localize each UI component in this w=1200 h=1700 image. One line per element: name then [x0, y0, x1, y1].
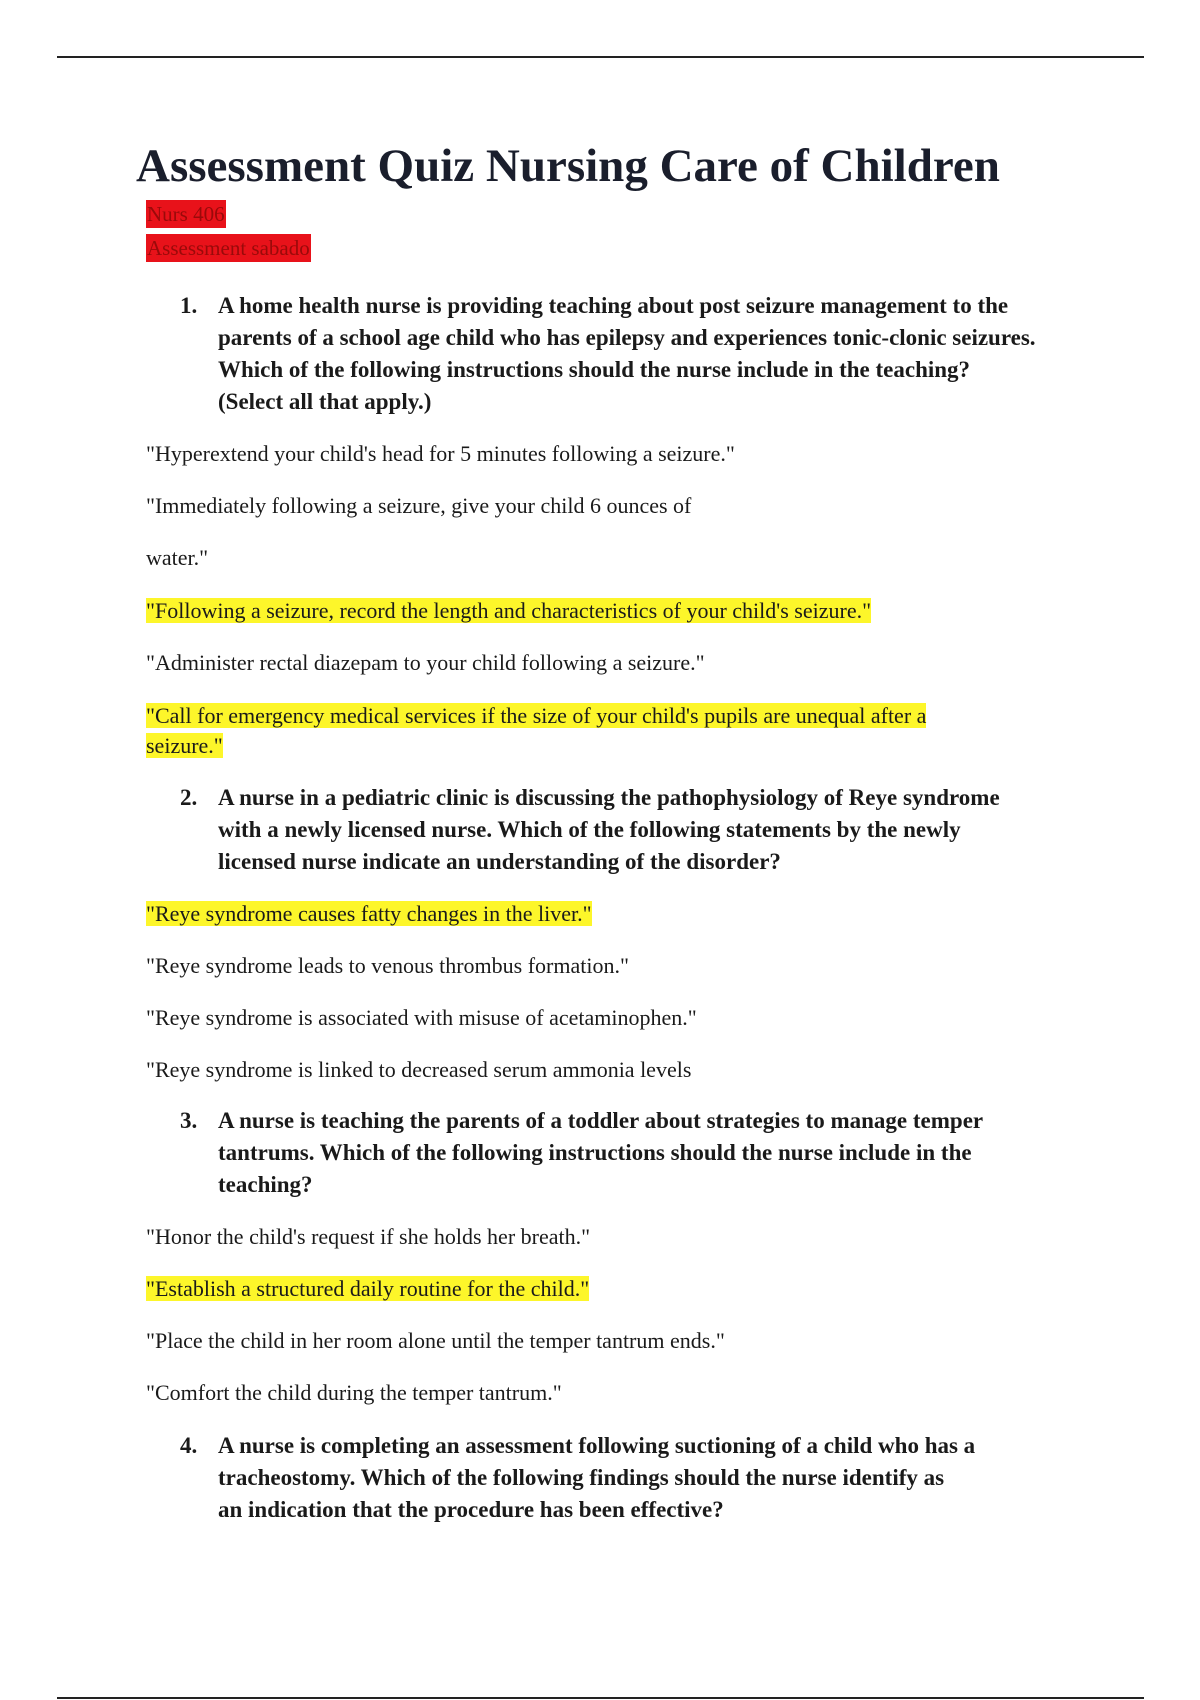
answer-option: "Reye syndrome leads to venous thrombus formation.": [146, 953, 629, 978]
question-4: [180, 1430, 1080, 1526]
answer-highlight: "Following a seizure, record the length and characteristics of your child's seizure.": [146, 598, 872, 623]
question-text: A nurse is teaching the parents of a toddler about strategies to manage temper tantrums. Which of the following instructions should the nurse include in the teaching?: [218, 1108, 984, 1197]
document-title: Assessment Quiz Nursing Care of Children: [136, 140, 1000, 192]
answer-option: "Honor the child's request if she holds her breath.": [146, 1224, 591, 1249]
question-1: [180, 290, 1080, 418]
question-text: A home health nurse is providing teaching about post seizure management to the parents of a school age child who has epilepsy and experiences tonic-clonic seizures. Which of the following instructions should the nurse include in the teaching? (Select all that apply.): [218, 293, 1036, 414]
assessment-tag: Assessment sabado: [147, 236, 310, 260]
top-rule: [57, 56, 1144, 58]
answer-option-correct: [146, 899, 592, 929]
answer-highlight: "Call for emergency medical services if the size of your child's pupils are unequal after a: [146, 703, 927, 728]
answer-option: "Hyperextend your child's head for 5 minutes following a seizure.": [146, 441, 735, 466]
answer-option: water.": [146, 545, 209, 570]
question-number: 2.: [180, 785, 198, 810]
question-number: 3.: [180, 1108, 198, 1133]
answer-highlight: "Establish a structured daily routine for the child.": [146, 1276, 590, 1301]
question-3: [180, 1105, 1080, 1201]
bottom-rule: [57, 1697, 1144, 1699]
answer-option-correct: [146, 1274, 589, 1304]
answer-option: "Reye syndrome is associated with misuse of acetaminophen.": [146, 1005, 697, 1030]
answer-highlight: "Reye syndrome causes fatty changes in the liver.": [146, 901, 592, 926]
answer-option: "Immediately following a seizure, give your child 6 ounces of: [146, 493, 692, 518]
answer-option: "Place the child in her room alone until the temper tantrum ends.": [146, 1328, 725, 1353]
answer-option: "Comfort the child during the temper tantrum.": [146, 1380, 562, 1405]
answer-option: "Administer rectal diazepam to your child following a seizure.": [146, 650, 705, 675]
answer-option-correct: [146, 731, 223, 761]
answer-option-correct: [146, 596, 871, 626]
answer-highlight: seizure.": [146, 733, 223, 758]
question-number: 1.: [180, 293, 198, 318]
course-tag: Nurs 406: [147, 202, 225, 226]
question-text: A nurse in a pediatric clinic is discussing the pathophysiology of Reye syndrome with a newly licensed nurse. Which of the following statements by the newly licensed nurse indicate an understanding of the disorder?: [218, 785, 1000, 874]
question-text: A nurse is completing an assessment following suctioning of a child who has a tracheostomy. Which of the following findings should the nurse identify as an indication that the procedure has been effective?: [218, 1433, 976, 1522]
question-2: [180, 782, 1080, 878]
answer-option-correct: [146, 701, 926, 731]
answer-option: "Reye syndrome is linked to decreased serum ammonia levels: [146, 1057, 692, 1082]
question-number: 4.: [180, 1433, 198, 1458]
